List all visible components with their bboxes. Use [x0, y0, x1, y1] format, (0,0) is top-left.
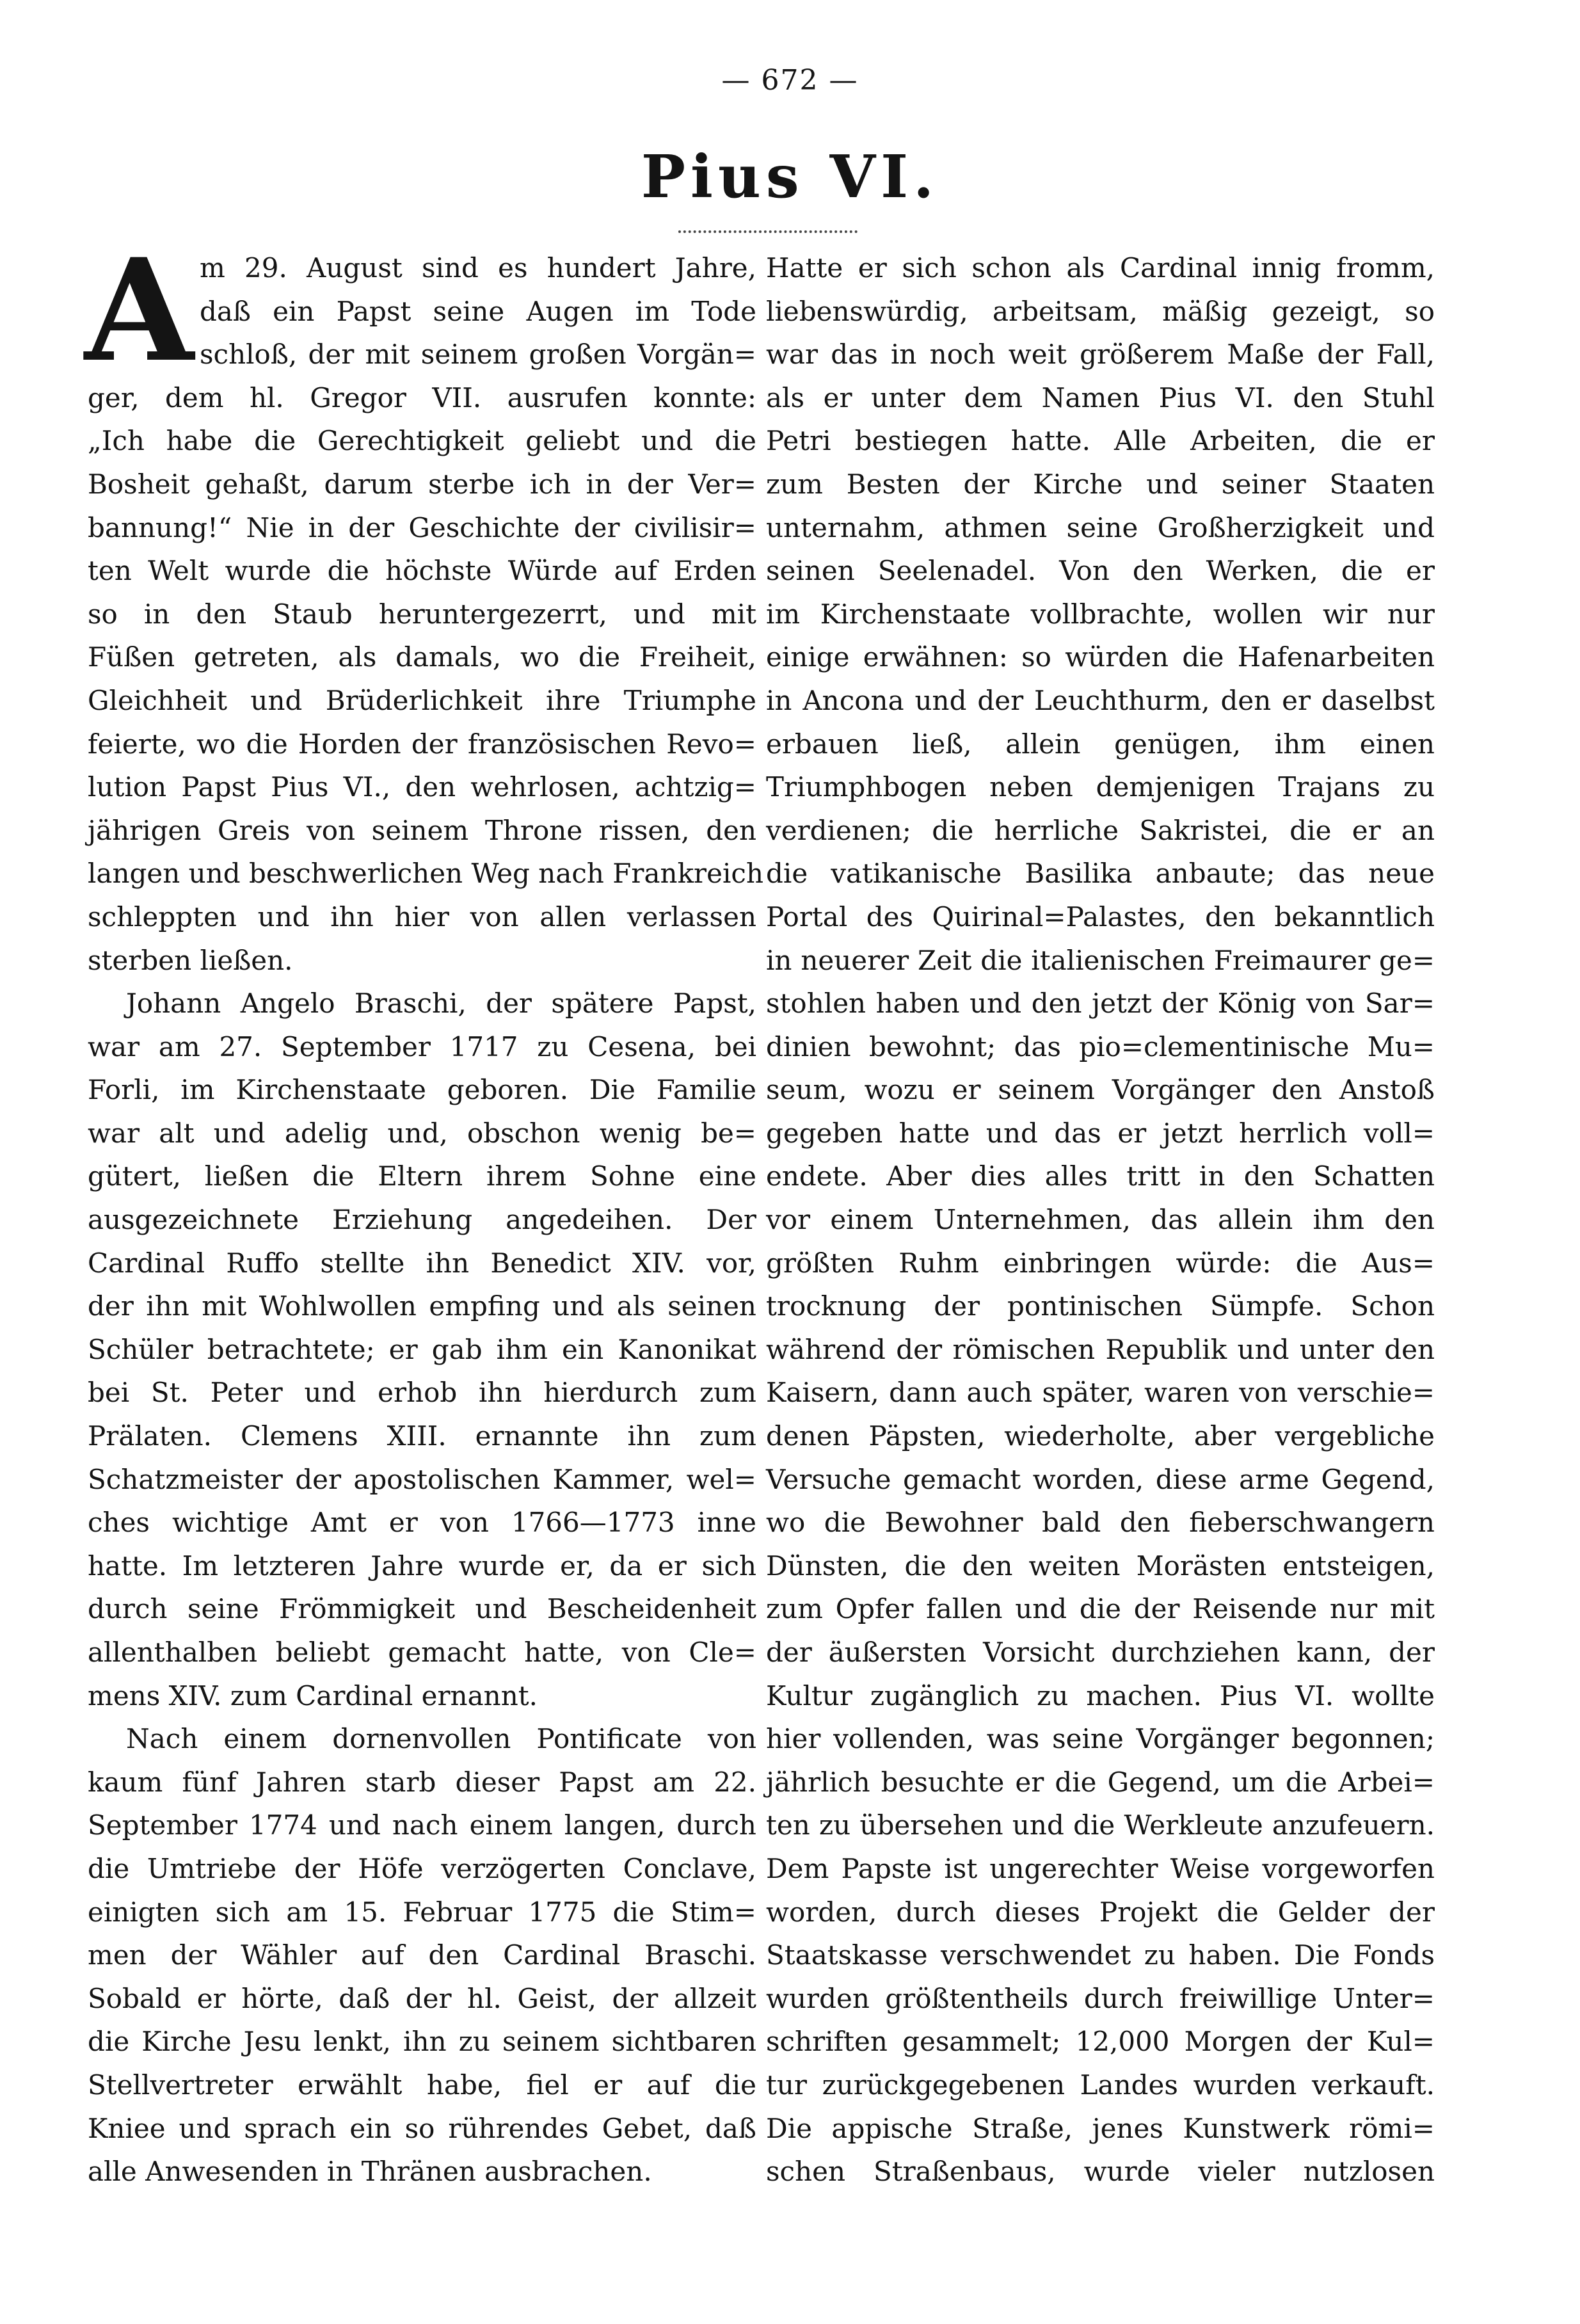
text-line: seinen Seelenadel. Von den Werken, die er [766, 555, 1435, 587]
text-line: Triumphbogen neben demjenigen Trajans zu [766, 771, 1435, 803]
text-line: während der römischen Republik und unter den [766, 1333, 1435, 1365]
text-line: der ihn mit Wohlwollen empfing und als seinen [88, 1290, 756, 1322]
text-line: Gleichheit und Brüderlichkeit ihre Triumphe [88, 684, 756, 716]
text-line: als er unter dem Namen Pius VI. den Stuhl [766, 381, 1435, 413]
text-line: Kultur zugänglich zu machen. Pius VI. wollte [766, 1679, 1435, 1711]
text-line: zum Opfer fallen und die der Reisende nur mit [766, 1593, 1435, 1625]
text-line: Forli, im Kirchenstaate geboren. Die Familie [88, 1074, 756, 1106]
text-line: Die appische Straße, jenes Kunstwerk römi= [766, 2112, 1435, 2144]
right-column [766, 246, 1435, 2193]
text-line: Hatte er sich schon als Cardinal innig fromm, [766, 252, 1435, 284]
text-line: lution Papst Pius VI., den wehrlosen, achtzig= [88, 771, 756, 803]
text-line: September 1774 und nach einem langen, durch [88, 1809, 756, 1841]
text-line: Portal des Quirinal=Palastes, den bekanntlich [766, 901, 1435, 933]
text-line: mens XIV. zum Cardinal ernannt. [88, 1679, 538, 1711]
text-line: „Ich habe die Gerechtigkeit geliebt und die [88, 425, 756, 457]
text-line: ten zu übersehen und die Werkleute anzufeuern. [766, 1809, 1435, 1841]
text-line: seum, wozu er seinem Vorgänger den Anstoß [766, 1074, 1435, 1106]
text-line: schloß, der mit seinem großen Vorgän= [200, 339, 756, 371]
text-line: einigten sich am 15. Februar 1775 die Stim= [88, 1896, 756, 1928]
text-line: hatte. Im letzteren Jahre wurde er, da er sich [88, 1550, 756, 1582]
text-line: Schatzmeister der apostolischen Kammer, wel= [88, 1463, 756, 1495]
text-line: bannung!“ Nie in der Geschichte der civilisir= [88, 511, 756, 543]
text-line: schriften gesammelt; 12,000 Morgen der Kul= [766, 2026, 1435, 2058]
text-line: ger, dem hl. Gregor VII. ausrufen konnte: [88, 381, 756, 413]
text-line: Füßen getreten, als damals, wo die Freiheit, [88, 641, 756, 673]
text-line: men der Wähler auf den Cardinal Braschi. [88, 1939, 756, 1971]
text-line: worden, durch dieses Projekt die Gelder der [766, 1896, 1435, 1928]
text-line: vor einem Unternehmen, das allein ihm den [766, 1204, 1435, 1236]
text-line: unternahm, athmen seine Großherzigkeit und [766, 511, 1435, 543]
text-line: wo die Bewohner bald den fieberschwangern [766, 1507, 1435, 1539]
text-line: im Kirchenstaate vollbrachte, wollen wir nur [766, 598, 1435, 630]
text-line: war am 27. September 1717 zu Cesena, bei [88, 1030, 756, 1062]
text-line: Stellvertreter erwählt habe, fiel er auf die [88, 2069, 756, 2101]
text-line: stohlen haben und den jetzt der König von Sar= [766, 988, 1435, 1020]
text-line: Sobald er hörte, daß der hl. Geist, der allzeit [88, 1982, 756, 2014]
text-line: sterben ließen. [88, 944, 293, 976]
left-column [84, 227, 763, 2193]
text-line: jährigen Greis von seinem Throne rissen, den [88, 814, 756, 846]
text-line: ches wichtige Amt er von 1766—1773 inne [88, 1507, 756, 1539]
text-line: so in den Staub heruntergezerrt, und mit [88, 598, 756, 630]
text-line: Dünsten, die den weiten Morästen entsteigen, [766, 1550, 1435, 1582]
text-line: Nach einem dornenvollen Pontificate von [126, 1723, 756, 1755]
text-line: trocknung der pontinischen Sümpfe. Schon [766, 1290, 1435, 1322]
text-line: denen Päpsten, wiederholte, aber vergebliche [766, 1420, 1435, 1452]
text-line: ten Welt wurde die höchste Würde auf Erden [88, 555, 756, 587]
text-line: schen Straßenbaus, wurde vieler nutzlosen [766, 2156, 1435, 2188]
text-line: kaum fünf Jahren starb dieser Papst am 22. [88, 1766, 756, 1798]
drop-cap: A [84, 227, 194, 393]
title-divider [678, 230, 858, 233]
text-line: Petri bestiegen hatte. Alle Arbeiten, die er [766, 425, 1435, 457]
text-line: gegeben hatte und das er jetzt herrlich voll= [766, 1117, 1435, 1149]
text-line: bei St. Peter und erhob ihn hierdurch zum [88, 1377, 756, 1409]
text-line: Bosheit gehaßt, darum sterbe ich in der Ver= [88, 468, 756, 500]
text-line: verdienen; die herrliche Sakristei, die er an [766, 814, 1435, 846]
text-line: Prälaten. Clemens XIII. ernannte ihn zum [88, 1420, 756, 1452]
text-line: Johann Angelo Braschi, der spätere Papst, [126, 988, 756, 1020]
text-line: war alt und adelig und, obschon wenig be= [88, 1117, 756, 1149]
text-line: dinien bewohnt; das pio=clementinische Mu= [766, 1030, 1435, 1062]
text-line: tur zurückgegebenen Landes wurden verkauft. [766, 2069, 1435, 2101]
text-line: endete. Aber dies alles tritt in den Schatten [766, 1160, 1435, 1192]
text-line: ausgezeichnete Erziehung angedeihen. Der [88, 1204, 756, 1236]
text-line: größten Ruhm einbringen würde: die Aus= [766, 1247, 1435, 1279]
text-line: die Kirche Jesu lenkt, ihn zu seinem sichtbaren [88, 2026, 756, 2058]
text-line: durch seine Frömmigkeit und Bescheidenheit [88, 1593, 756, 1625]
page-number: — 672 — [721, 64, 859, 97]
text-line: Cardinal Ruffo stellte ihn Benedict XIV. vor, [88, 1247, 756, 1279]
text-line: jährlich besuchte er die Gegend, um die Arbei= [766, 1766, 1435, 1798]
text-line: Dem Papste ist ungerechter Weise vorgeworfen [766, 1852, 1435, 1884]
text-line: war das in noch weit größerem Maße der Fall, [766, 339, 1435, 371]
text-line: schleppten und ihn hier von allen verlassen [88, 901, 756, 933]
text-line: einige erwähnen: so würden die Hafenarbeiten [766, 641, 1435, 673]
text-line: der äußersten Vorsicht durchziehen kann, der [766, 1637, 1435, 1668]
text-line: Staatskasse verschwendet zu haben. Die Fonds [766, 1939, 1435, 1971]
text-line: m 29. August sind es hundert Jahre, [200, 252, 756, 284]
text-line: alle Anwesenden in Thränen ausbrachen. [88, 2156, 652, 2188]
text-line: Versuche gemacht worden, diese arme Gegend, [766, 1463, 1435, 1495]
text-line: wurden größtentheils durch freiwillige Unter= [766, 1982, 1435, 2014]
text-line: langen und beschwerlichen Weg nach Frankreich [88, 858, 763, 890]
text-line: allenthalben beliebt gemacht hatte, von Cle= [88, 1637, 756, 1668]
text-line: gütert, ließen die Eltern ihrem Sohne eine [88, 1160, 756, 1192]
text-line: in neuerer Zeit die italienischen Freimaurer ge= [766, 944, 1435, 976]
text-line: die Umtriebe der Höfe verzögerten Conclave, [88, 1852, 756, 1884]
text-line: hier vollenden, was seine Vorgänger begonnen; [766, 1723, 1435, 1755]
text-line: in Ancona und der Leuchthurm, den er daselbst [766, 684, 1435, 716]
text-line: Schüler betrachtete; er gab ihm ein Kanonikat [88, 1333, 756, 1365]
text-line: die vatikanische Basilika anbaute; das neue [766, 858, 1435, 890]
text-line: feierte, wo die Horden der französischen Revo= [88, 728, 756, 760]
text-line: zum Besten der Kirche und seiner Staaten [766, 468, 1435, 500]
text-line: erbauen ließ, allein genügen, ihm einen [766, 728, 1435, 760]
text-line: daß ein Papst seine Augen im Tode [200, 295, 756, 327]
text-line: Kniee und sprach ein so rührendes Gebet, daß [88, 2112, 756, 2144]
page-title: Pius VI. [641, 142, 939, 211]
text-line: liebenswürdig, arbeitsam, mäßig gezeigt, so [766, 295, 1435, 327]
text-line: Kaisern, dann auch später, waren von verschie= [766, 1377, 1435, 1409]
